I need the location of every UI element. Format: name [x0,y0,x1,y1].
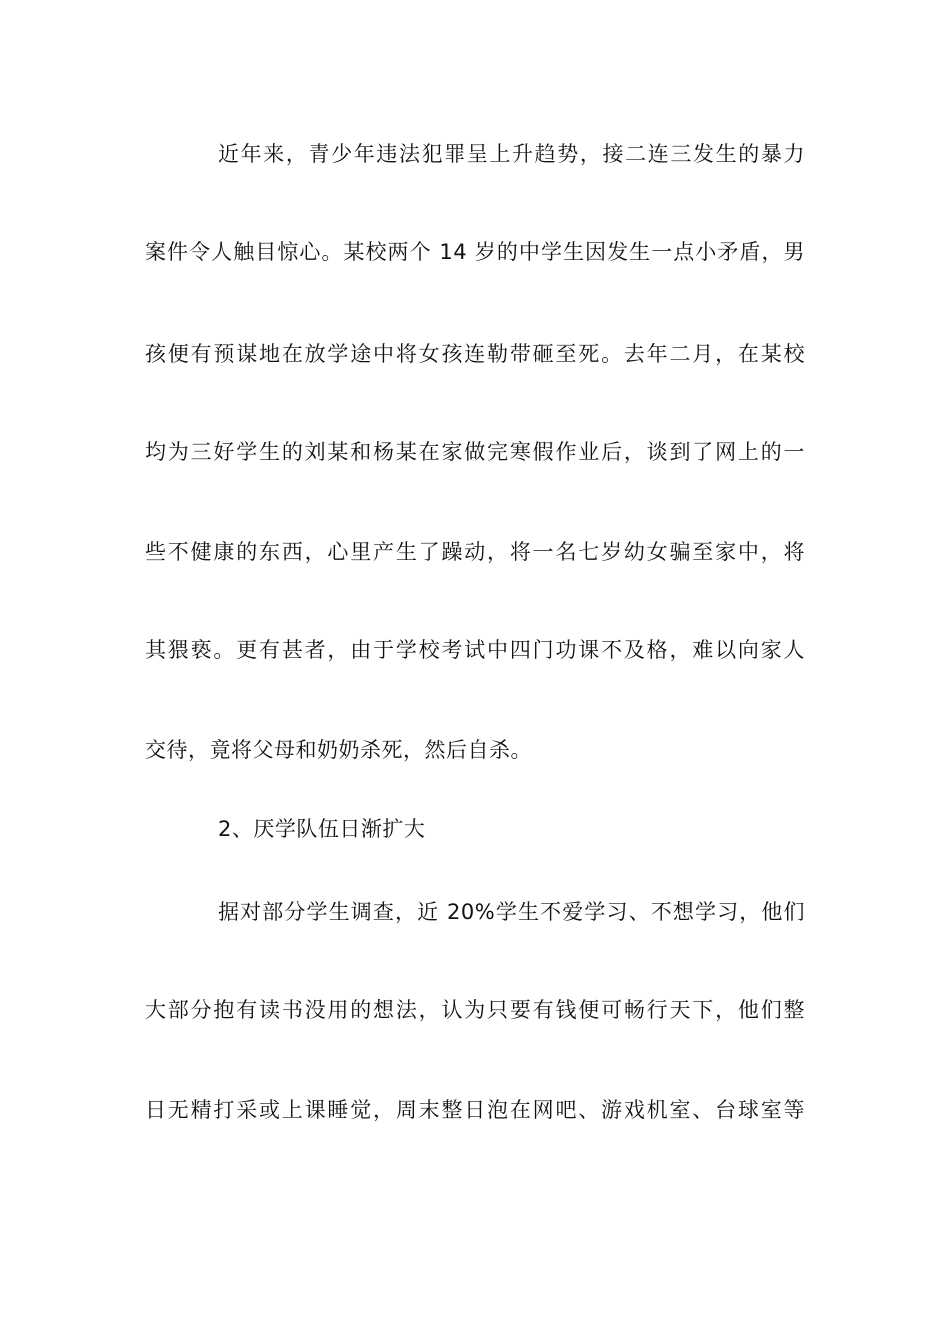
paragraph-1-line-1: 近年来，青少年违法犯罪呈上升趋势，接二连三发生的暴力 [218,142,805,166]
paragraph-2-line-3: 日无精打采或上课睡觉，周末整日泡在网吧、游戏机室、台球室等 [145,1098,805,1122]
section-heading: 2、厌学队伍日渐扩大 [218,817,426,841]
paragraph-1-line-6: 其猥亵。更有甚者，由于学校考试中四门功课不及格，难以向家人 [145,638,805,662]
paragraph-1-line-7: 交待，竟将父母和奶奶杀死，然后自杀。 [145,738,532,762]
paragraph-1-line-2: 案件令人触目惊心。某校两个 14 岁的中学生因发生一点小矛盾，男 [145,240,805,264]
paragraph-1-line-4: 均为三好学生的刘某和杨某在家做完寒假作业后，谈到了网上的一 [145,440,805,464]
paragraph-1-line-5: 些不健康的东西，心里产生了躁动，将一名七岁幼女骗至家中，将 [145,540,805,564]
paragraph-2-line-1: 据对部分学生调查，近 20%学生不爱学习、不想学习，他们 [218,900,805,924]
paragraph-1-line-3: 孩便有预谋地在放学途中将女孩连勒带砸至死。去年二月，在某校 [145,342,805,366]
paragraph-2-line-2: 大部分抱有读书没用的想法，认为只要有钱便可畅行天下，他们整 [145,998,805,1022]
